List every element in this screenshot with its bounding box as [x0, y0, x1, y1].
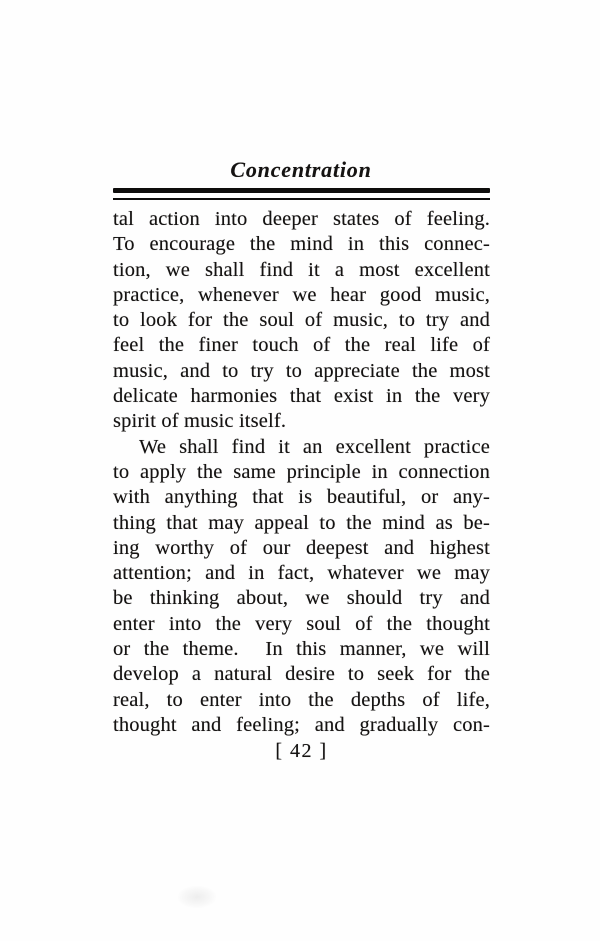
text-line: be thinking about, we should try and — [113, 587, 490, 610]
text-line: thing that may appeal to the mind as be- — [113, 511, 490, 534]
text-line: delicate harmonies that exist in the very — [113, 385, 490, 408]
scan-smudge — [178, 886, 216, 908]
text-line: or the theme. In this manner, we will — [113, 638, 490, 661]
text-line: with anything that is beautiful, or any- — [113, 486, 490, 509]
text-line: enter into the very soul of the thought — [113, 612, 490, 635]
running-head-title: Concentration — [230, 157, 372, 182]
text-line: develop a natural desire to seek for the — [113, 663, 490, 686]
text-line: thought and feeling; and gradually con- — [113, 713, 490, 736]
page-number: [ 42 ] — [275, 740, 328, 762]
header-rule-thin — [113, 198, 490, 200]
text-line: To encourage the mind in this connec- — [113, 233, 490, 256]
text-line: feel the finer touch of the real life of — [113, 334, 490, 357]
text-line: ing worthy of our deepest and highest — [113, 536, 490, 559]
text-line: to apply the same principle in connection — [113, 460, 490, 483]
text-line: practice, whenever we hear good music, — [113, 283, 490, 306]
text-line: music, and to try to appreciate the most — [113, 359, 490, 382]
text-line: spirit of music itself. — [113, 410, 287, 433]
text-line: real, to enter into the depths of life, — [113, 688, 490, 711]
text-line: We shall find it an excellent practice — [139, 435, 490, 458]
header-rule-thick — [113, 188, 490, 193]
text-line: tal action into deeper states of feeling. — [113, 208, 490, 230]
paragraph — [113, 207, 490, 435]
text-line: attention; and in fact, whatever we may — [113, 562, 490, 585]
body-text — [113, 207, 490, 738]
text-line: tion, we shall find it a most excellent — [113, 258, 490, 281]
paragraph — [113, 435, 490, 739]
text-line: to look for the soul of music, to try and — [113, 309, 490, 332]
